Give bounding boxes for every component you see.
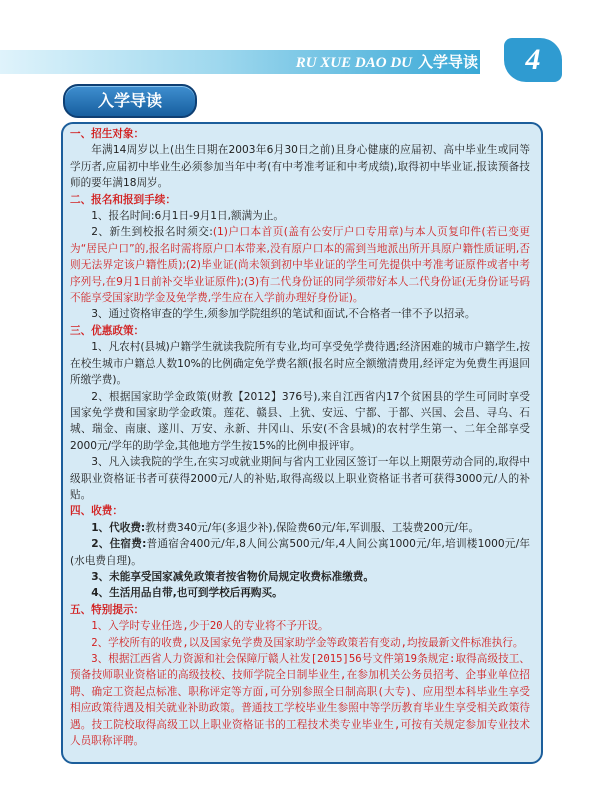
paragraph xyxy=(70,536,530,569)
heading-registration: 二、报名和报到手续： xyxy=(70,193,176,206)
paragraph: 3、凡入读我院的学生,在实习或就业期间与省内工业园区签订一年以上期限劳动合同的,取得中级职业资格证书者可获得2000元/人的补贴,取得高级以上职业资格证书者可获得3000元/人的补贴。 xyxy=(70,456,530,501)
paragraph-highlight: (1)户口本首页(盖有公安厅户口专用章)与本人页复印件(若已变更为“居民户口”的,报名时需将原户口本带来,没有原户口本的需到当地派出所开具原户籍性质证明,否则无法界定该户籍性质);(2)毕业证(尚未领到初中毕业证的学生可先提供中考准考证原件或者中考序列号,在9月1日前补交毕业证原件);(3)有二代身份证的同学须带好本人二代身份证(无身份证号码不能享受国家助学金及免学费,学生应在入学前办理好身份证)。 xyxy=(70,226,530,305)
paragraph: 2、学校所有的收费,以及国家免学费及国家助学金等政策若有变动,均按最新文件标准执行。 xyxy=(91,636,524,649)
paragraph-highlight: 3、根据江西省人力资源和社会保障厅赣人社发[2015]56号文件第19条规定:取得高级技工、预备技师职业资格证的高级技校、技师学院全日制毕业生,在参加机关公务员招考、企事业单位招聘、确定工资起点标准、职称评定等方面,可分别参照全日制高职(大专)、 xyxy=(70,653,530,698)
page-number: 4 xyxy=(504,38,562,82)
paragraph: 4、生活用品自带,也可到学校后再购买。 xyxy=(91,587,283,600)
paragraph: 1、凡农村(县城)户籍学生就读我院所有专业,均可享受免学费待遇;经济困难的城市户籍学生,按在校生城市户籍总人数10%的比例确定免学费名额(报名时应全额缴清费用,经评定为免费生再退回所缴学费)。 xyxy=(70,341,530,387)
paragraph-highlight: 应用型本科毕业生享受相应政策待遇及相关就业补助政策。普通技工学校毕业生参照中等学历教育毕业生享受相关政策待遇。技工院校取得高级工以上职业资格证书的工程技术类专业毕业生,可按有关规定参加专业技术人员职称评聘。 xyxy=(70,685,531,748)
heading-fees: 四、收费： xyxy=(70,505,123,518)
fee-label: 1、代收费: xyxy=(91,521,146,534)
paragraph xyxy=(70,520,530,536)
paragraph-lead: 2、新生到校报名时须交: xyxy=(91,226,213,239)
heading-preferential-policy: 三、优惠政策： xyxy=(70,324,145,337)
paragraph: 1、报名时间:6月1日-9月1日,额满为止。 xyxy=(91,210,284,223)
paragraph: 2、根据国家助学金政策(财教【2012】376号),来自江西省内17个贫困县的学生可同时享受国家免学费和国家助学金政策。莲花、赣县、上犹、安远、宁都、于都、兴国、会昌、寻乌、石城、瑞金、南康、遂川、万安、永新、井冈山、乐安(不含县城)的农村学生第一、二年全部享受2000元/学年的助学金,其他地方学生按15%的比例申报评审。 xyxy=(70,390,530,452)
paragraph: 3、未能享受国家减免政策者按省物价局规定收费标准缴费。 xyxy=(91,570,374,583)
fee-text: 普通宿舍400元/年,8人间公寓500元/年,4人间公寓1000元/年,培训楼1000元/年(水电费自理)。 xyxy=(70,538,531,567)
paragraph: 3、通过资格审查的学生,须参加学院组织的笔试和面试,不合格者一律不予以招录。 xyxy=(91,308,476,321)
content-text xyxy=(70,126,530,749)
fee-text: 教材费340元/年(多退少补),保险费60元/年,军训服、工装费200元/年。 xyxy=(145,521,480,534)
header-title xyxy=(296,50,478,74)
header-chinese: 入学导读 xyxy=(417,53,478,71)
paragraph: 1、入学时专业任选,少于20人的专业将不予开设。 xyxy=(91,620,329,633)
heading-enrollment-target: 一、招生对象： xyxy=(70,128,145,140)
heading-special-notes: 五、特别提示： xyxy=(70,603,145,616)
paragraph: 年满14周岁以上(出生日期在2003年6月30日之前)且身心健康的应届初、高中毕业生或同等学历者,应届初中毕业生必须参加当年中考(有中考准考证和中考成绩),取得初中毕业证,报读预备技师的要年满18周岁。 xyxy=(70,144,530,190)
paragraph xyxy=(70,224,530,306)
page-header xyxy=(0,38,590,84)
fee-label: 2、住宿费: xyxy=(91,538,147,551)
paragraph xyxy=(70,651,530,749)
header-latin: RU XUE DAO DU xyxy=(295,55,412,71)
section-title: 入学导读 xyxy=(63,84,197,118)
